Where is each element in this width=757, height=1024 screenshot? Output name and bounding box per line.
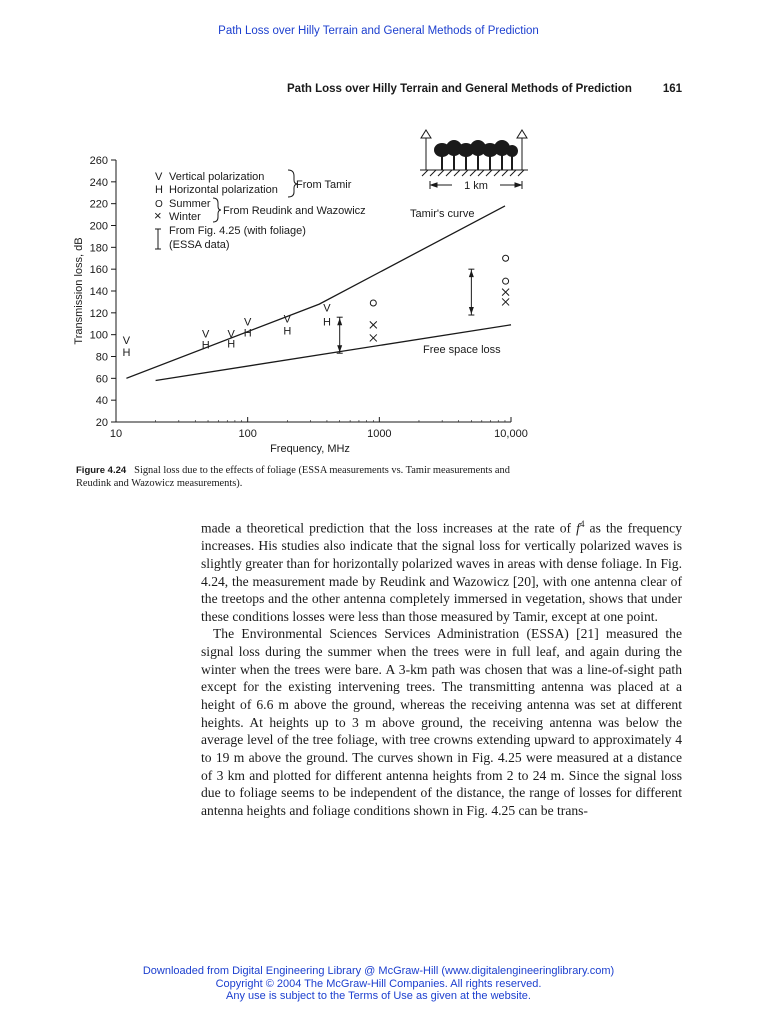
essa-range-arrow-down: [469, 307, 474, 314]
y-tick-label: 40: [95, 395, 108, 408]
y-tick-label: 220: [89, 198, 108, 211]
y-tick-label: 80: [95, 351, 108, 364]
figure-4-24: [70, 122, 540, 458]
winter-marker: [370, 321, 377, 328]
v-marker: V: [243, 316, 252, 329]
winter-marker: [370, 334, 377, 341]
essa-range-markers: [337, 269, 475, 353]
legend-summer-text: Summer: [169, 198, 211, 210]
h-marker: H: [322, 316, 331, 329]
frequency-variable: f: [576, 520, 580, 536]
footer: [0, 965, 757, 1003]
legend-brace-reudink: [213, 198, 221, 222]
v-marker: V: [283, 313, 291, 326]
legend-essa-line1: From Fig. 4.25 (with foliage): [169, 225, 306, 237]
body-text: [201, 516, 682, 820]
summer-marker: [503, 255, 509, 261]
essa-range-arrow-up: [469, 270, 474, 277]
h-marker: H: [227, 338, 236, 351]
footer-download-link[interactable]: Downloaded from Digital Engineering Library @ McGraw-Hill (www.digitalengineeringlibrary.com): [142, 965, 615, 977]
y-ticks: [90, 155, 116, 429]
y-tick-label: 240: [89, 176, 108, 189]
y-tick-label: 100: [89, 329, 108, 342]
paragraph-2: The Environmental Sciences Services Administration (ESSA) [21] measured the signal loss during the summer when the trees were in full leaf, and again during the winter when the trees were bare. A 3-km path was chosen that was a line-of-sight path except for the existing intervening trees. The transmitting antenna was placed at a height of 6.6 m above the ground, whereas the receiving antenna was set at different heights. At heights up to 3 m above ground, the receiving antenna was below the average level of the tree foliage, with tree crowns extending upward to approximately 4 to 19 m above the ground. The curves shown in Fig. 4.25 were measured at a distance of 3 km and plotted for different antenna heights from 2 to 24 m. Since the signal loss due to foliage seems to be independent of the distance, the range of losses for different antenna heights and foliage conditions shown in Fig. 4.25 can be trans-: [201, 626, 682, 819]
legend-winter-text: Winter: [169, 211, 201, 223]
figure-caption: [76, 464, 546, 490]
y-tick-label: 260: [89, 155, 108, 167]
x-ticks: [110, 417, 528, 440]
v-marker: V: [202, 328, 210, 341]
winter-markers: [370, 289, 509, 342]
x-tick-label: 10: [109, 428, 123, 440]
v-marker: V: [122, 335, 131, 348]
foliage-loss-chart: [70, 122, 540, 458]
y-tick-label: 20: [95, 417, 108, 429]
x-tick-label: 100: [238, 428, 257, 440]
legend: [154, 170, 366, 251]
tamir-curve-label: Tamir's curve: [410, 208, 475, 220]
y-tick-label: 140: [89, 286, 108, 298]
legend-essa-bar: [155, 229, 161, 249]
summer-markers: [370, 255, 508, 306]
x-axis-label: Frequency, MHz: [270, 443, 350, 455]
legend-essa-line2: (ESSA data): [169, 239, 230, 251]
legend-h-text: Horizontal polarization: [169, 184, 278, 196]
h-marker: H: [243, 327, 252, 340]
page-number: 161: [662, 83, 682, 95]
right-antenna-icon: [517, 130, 527, 170]
h-marker: H: [122, 347, 131, 360]
y-tick-label: 60: [95, 373, 108, 386]
legend-v-text: Vertical polarization: [169, 171, 265, 183]
paragraph-1: made a theoretical prediction that the loss increases at the rate of $f^4$ as the frequency increases. His studies also indicate that the signal loss for vertically polarized waves is slightly greater than for horizontally polarized waves in areas with dense foliage. In Fig. 4.24, the measurement made by Reudink and Wazowicz [20], with one antenna clear of the treetops and the other antenna completely immersed in vegetation, shows that under these conditions losses were less than those measured by Tamir, except at one point.: [201, 519, 682, 624]
legend-h-symbol: H: [155, 184, 163, 196]
tree-row-icon: [434, 140, 518, 170]
figure-label: Figure 4.24: [76, 465, 127, 476]
summer-marker: [503, 278, 509, 284]
summer-marker: [370, 300, 376, 306]
y-tick-label: 120: [89, 307, 108, 320]
v-marker: V: [323, 302, 331, 315]
h-marker: H: [201, 339, 210, 352]
y-tick-label: 160: [89, 264, 108, 277]
caption-text: Signal loss due to the effects of foliage (ESSA measurements vs. Tamir measurements and Reudink and Wazowicz measurements).: [76, 465, 510, 489]
winter-marker: [502, 298, 509, 305]
footer-terms[interactable]: Any use is subject to the Terms of Use as given at the website.: [226, 990, 531, 1002]
ground-hatch: [422, 170, 524, 176]
left-antenna-icon: [421, 130, 431, 170]
winter-marker: [502, 289, 509, 296]
distance-label: 1 km: [464, 180, 488, 192]
v-marker: V: [227, 328, 235, 341]
free-space-loss-label: Free space loss: [423, 344, 501, 356]
running-head-title: Path Loss over Hilly Terrain and General Methods of Prediction: [287, 83, 632, 95]
legend-summer-symbol: O: [155, 199, 163, 210]
legend-from-tamir: From Tamir: [296, 179, 352, 191]
essa-range-arrow-up: [337, 318, 342, 325]
top-link[interactable]: Path Loss over Hilly Terrain and General Methods of Prediction: [218, 25, 539, 37]
exponent: 4: [579, 519, 585, 529]
y-tick-label: 180: [89, 242, 108, 255]
legend-from-reudink: From Reudink and Wazowicz: [223, 205, 366, 217]
x-tick-label: 10,000: [494, 428, 528, 440]
h-marker: H: [283, 325, 292, 338]
footer-copyright: Copyright © 2004 The McGraw-Hill Companies. All rights reserved.: [215, 977, 542, 990]
x-tick-label: 1000: [367, 428, 392, 440]
y-tick-label: 200: [89, 220, 108, 233]
legend-winter-symbol: ×: [154, 208, 162, 223]
y-axis-label: Transmission loss, dB: [73, 237, 85, 345]
legend-v-symbol: V: [155, 171, 163, 183]
